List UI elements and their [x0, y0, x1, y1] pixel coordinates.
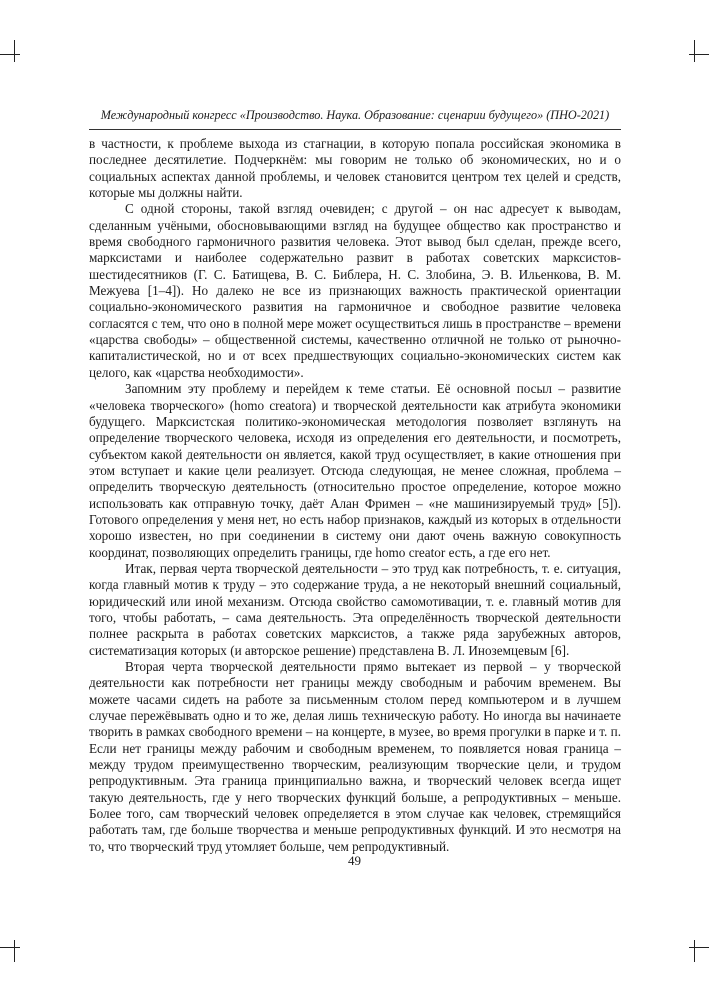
paragraph: Итак, первая черта творческой деятельности – это труд как потребность, т. е. ситуация, когда главный мотив к труду – это содержание труда, а не некоторый внешний социальный, юридический или иной механизм. Отсюда свойство самомотивации, т. е. главный мотив для того, чтобы работать, – сама деятельность. Эта определённость творческой деятельности полнее раскрыта в работах советских марксистов, а также ряда зарубежных авторов, систематизация которых (и авторское решение) представлена В. Л. Иноземцевым [6].: [89, 560, 621, 658]
crop-mark-bottom-right-horizontal: [689, 947, 709, 948]
running-header: Международный конгресс «Производство. Наука. Образование: сценарии будущего» (ПНО-2021): [100, 108, 610, 122]
crop-mark-top-left-vertical: [14, 40, 15, 62]
paragraph: С одной стороны, такой взгляд очевиден; с другой – он нас адресует к выводам, сделанным учёными, обосновывающими взгляд на будущее общество как пространство и время свободного гармоничного развития человека. Этот вывод был сделан, прежде всего, марксистами и наиболее содержательно развит в работах советских марксистов-шестидесятников (Г. С. Батищева, В. С. Библера, Н. С. Злобина, Э. В. Ильенкова, В. М. Межуева [1–4]). Но далеко не все из признающих важность практической ориентации социально-экономического развития на гармоничное и свободное развитие человека согласятся с тем, что оно в полной мере может осуществиться лишь в пространстве – времени «царства свободы» – общественной системы, качественно отличной не только от рыночно-капиталистической, но и от всех предшествующих социально-экономических систем как целого, как «царства необходимости».: [89, 201, 621, 380]
crop-mark-top-left-horizontal: [0, 54, 20, 55]
paragraph: Вторая черта творческой деятельности прямо вытекает из первой – у творческой деятельности как потребности нет границы между свободным и рабочим временем. Вы можете часами сидеть на работе за письменным столом перед компьютером и в лучшем случае пережёвывать одно и то же, делая лишь техническую работу. Но иногда вы начинаете творить в рамках свободного времени – на концерте, в музее, во время прогулки в парке и т. п. Если нет границы между рабочим и свободным временем, то появляется новая граница – между трудом преимущественно творческим, реализующим творческие цели, и трудом репродуктивным. Эта граница принципиально важна, и творческий человек всегда ищет такую деятельность, где у него творческих функций больше, а репродуктивных – меньше. Более того, сам творческий человек определяется в этом случае как человек, стремящийся работать там, где больше творчества и меньше репродуктивных функций. И это несмотря на то, что творческий труд утомляет больше, чем репродуктивный.: [89, 659, 621, 854]
header-rule: [89, 129, 621, 130]
crop-mark-bottom-right-vertical: [694, 940, 695, 962]
crop-mark-bottom-left-vertical: [14, 940, 15, 962]
crop-mark-bottom-left-horizontal: [0, 947, 20, 948]
paragraph: Запомним эту проблему и перейдем к теме статьи. Её основной посыл – развитие «человека творческого» (homo creatora) и творческой деятельности как атрибута экономики будущего. Марксистская политико-экономическая методология позволяет взглянуть на определение творческого человека, исходя из определения его деятельности, и посмотреть, субъектом какой деятельности он является, какой труд осуществляет, в какие отношения при этом вступает и какие цели реализует. Отсюда следующая, не менее сложная, проблема – определить творческую деятельность (относительно простое определение, которое можно использовать как отправную точку, даёт Алан Фримен – «не машинизируемый труд» [5]). Готового определения у меня нет, но есть набор признаков, каждый из которых в отдельности хорошо известен, но при соединении в систему они дают очень важную совокупность координат, позволяющих определить границы, где homo creator есть, а где его нет.: [89, 381, 621, 560]
paragraph: в частности, к проблеме выхода из стагнации, в которую попала российская экономика в последнее десятилетие. Подчеркнём: мы говорим не только об экономических, но и о социальных аспектах данной проблемы, и человек становится центром тех целей и средств, которые мы должны найти.: [89, 136, 621, 201]
article-body: [89, 136, 621, 855]
page-number: 49: [348, 853, 361, 868]
crop-mark-top-right-horizontal: [689, 54, 709, 55]
crop-mark-top-right-vertical: [694, 40, 695, 62]
